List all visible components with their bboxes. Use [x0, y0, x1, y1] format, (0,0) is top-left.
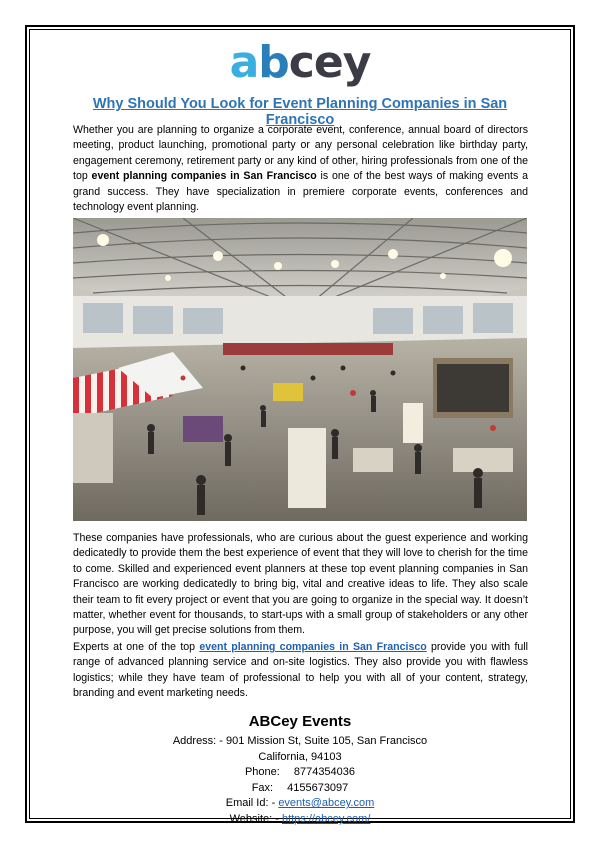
- event-hall-photo: [73, 218, 527, 521]
- fax-line: Fax: 4155673097: [251, 781, 349, 794]
- experts-paragraph: Experts at one of the top event planning companies in San Francisco provide you with full range of advanced planning service and on-site logistics. They also provide you with flawless logistics; while they have team of professional to help you with all of your content, strategy, branding and event marketing needs.: [73, 641, 528, 700]
- address-line-2: California, 94103: [258, 750, 342, 763]
- website-line: Website: - https://abcey.com/: [229, 812, 371, 825]
- page-title[interactable]: Why Should You Look for Event Planning Companies in San Francisco: [92, 96, 508, 128]
- intro-paragraph: Whether you are planning to organize a corporate event, conference, annual board of directors meeting, product launching, promotional party or any personal celebration like birthday party, engagement ceremony, retirement party or any kind of other, hiring professionals from one of the top event planning companies in San Francisco is one of the best ways of making events a grand success. They have specialization in premiere corporate events, conferences and technology event planning.: [73, 124, 528, 214]
- contact-footer: [0, 712, 600, 828]
- keyword-bold: event planning companies in San Francisco: [91, 170, 317, 183]
- company-name: ABCey Events: [248, 713, 352, 730]
- address-line-1: Address: - 901 Mission St, Suite 105, San Francisco: [172, 735, 428, 747]
- email-line: Email Id: - events@abcey.com: [225, 797, 375, 810]
- website-link[interactable]: https://abcey.com/: [281, 812, 371, 825]
- event-planning-link[interactable]: event planning companies in San Francisco: [199, 641, 427, 653]
- professionals-paragraph: These companies have professionals, who are curious about the guest experience and working dedicatedly to provide them the best experience of event that they will love to cherish for the time to come. Skilled and experienced event planners at these top event planning companies in San Francisco are working dedicatedly to bring big, vital and creative ideas to life. They also scale their team to fit every project or event that you are going to organize in the special way. It doesn’t matter, whether event for thousands, to start-ups with a small group of stakeholders or any other purpose, you will get precise solutions from them.: [73, 532, 528, 637]
- email-link[interactable]: events@abcey.com: [278, 797, 375, 810]
- phone-line: Phone: 8774354036: [244, 766, 356, 779]
- abcey-logo: abcey: [229, 37, 371, 88]
